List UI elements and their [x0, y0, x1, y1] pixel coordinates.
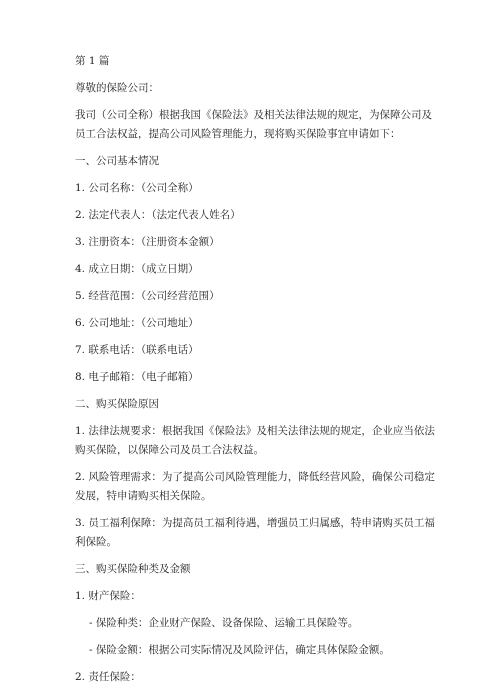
intro-paragraph: 我司（公司全称）根据我国《保险法》及相关法律法规的规定，为保障公司及员工合法权益，提高公司风险管理能力，现将购买保险事宜申请如下： — [75, 109, 432, 140]
list-item — [75, 206, 438, 225]
list-item-text: 经营范围：（公司经营范围） — [88, 290, 220, 302]
section-title: 一、公司基本情况 — [75, 155, 159, 167]
list-item-text: 法定代表人：（法定代表人姓名） — [88, 209, 241, 221]
salutation: 尊敬的保险公司： — [75, 82, 159, 94]
list-item-text: 联系电话：（联系电话） — [88, 344, 199, 356]
list-item-text: 员工福利保障：为提高员工福利待遇，增强员工归属感，特申请购买员工福利保险。 — [75, 517, 435, 548]
list-item: 1. 财产保险： — [75, 590, 141, 602]
list-item-number: 2. — [75, 471, 86, 483]
list-item — [75, 287, 438, 306]
list-item — [75, 514, 438, 552]
list-item-text: 公司名称：（公司全称） — [88, 182, 199, 194]
section-title: 二、购买保险原因 — [75, 398, 159, 410]
list-item-number: 1. — [75, 182, 86, 194]
list-item — [75, 422, 438, 460]
list-item: 2. 责任保险： — [75, 671, 141, 683]
list-item-number: 7. — [75, 344, 86, 356]
list-item-number: 5. — [75, 290, 86, 302]
sub-list-item: - 保险金额：根据公司实际情况及风险评估，确定具体保险金额。 — [89, 644, 390, 656]
list-item — [75, 468, 438, 506]
list-item — [75, 341, 438, 360]
list-item-text: 电子邮箱：（电子邮箱） — [88, 371, 199, 383]
list-item-number: 3. — [75, 517, 86, 529]
sub-list-item: - 保险种类：企业财产保险、设备保险、运输工具保险等。 — [89, 617, 359, 629]
list-item-number: 4. — [75, 263, 86, 275]
list-item — [75, 179, 438, 198]
list-item-text: 成立日期：（成立日期） — [88, 263, 199, 275]
list-item-text: 风险管理需求：为了提高公司风险管理能力，降低经营风险，确保公司稳定发展，特申请购买相关保险。 — [75, 471, 435, 502]
list-item-number: 3. — [75, 236, 86, 248]
list-item — [75, 233, 438, 252]
list-item-text: 注册资本：（注册资本金额） — [88, 236, 220, 248]
section-title: 三、购买保险种类及金额 — [75, 563, 191, 575]
list-item-number: 6. — [75, 317, 86, 329]
list-item-number: 2. — [75, 209, 86, 221]
list-item-text: 公司地址：（公司地址） — [88, 317, 199, 329]
list-item — [75, 260, 438, 279]
list-item-number: 1. — [75, 425, 86, 437]
list-item — [75, 314, 438, 333]
list-item-text: 法律法规要求：根据我国《保险法》及相关法律法规的规定，企业应当依法购买保险，以保障公司及员工合法权益。 — [75, 425, 435, 456]
list-item — [75, 368, 438, 387]
section-heading: 第 1 篇 — [75, 55, 110, 67]
list-item-number: 8. — [75, 371, 86, 383]
